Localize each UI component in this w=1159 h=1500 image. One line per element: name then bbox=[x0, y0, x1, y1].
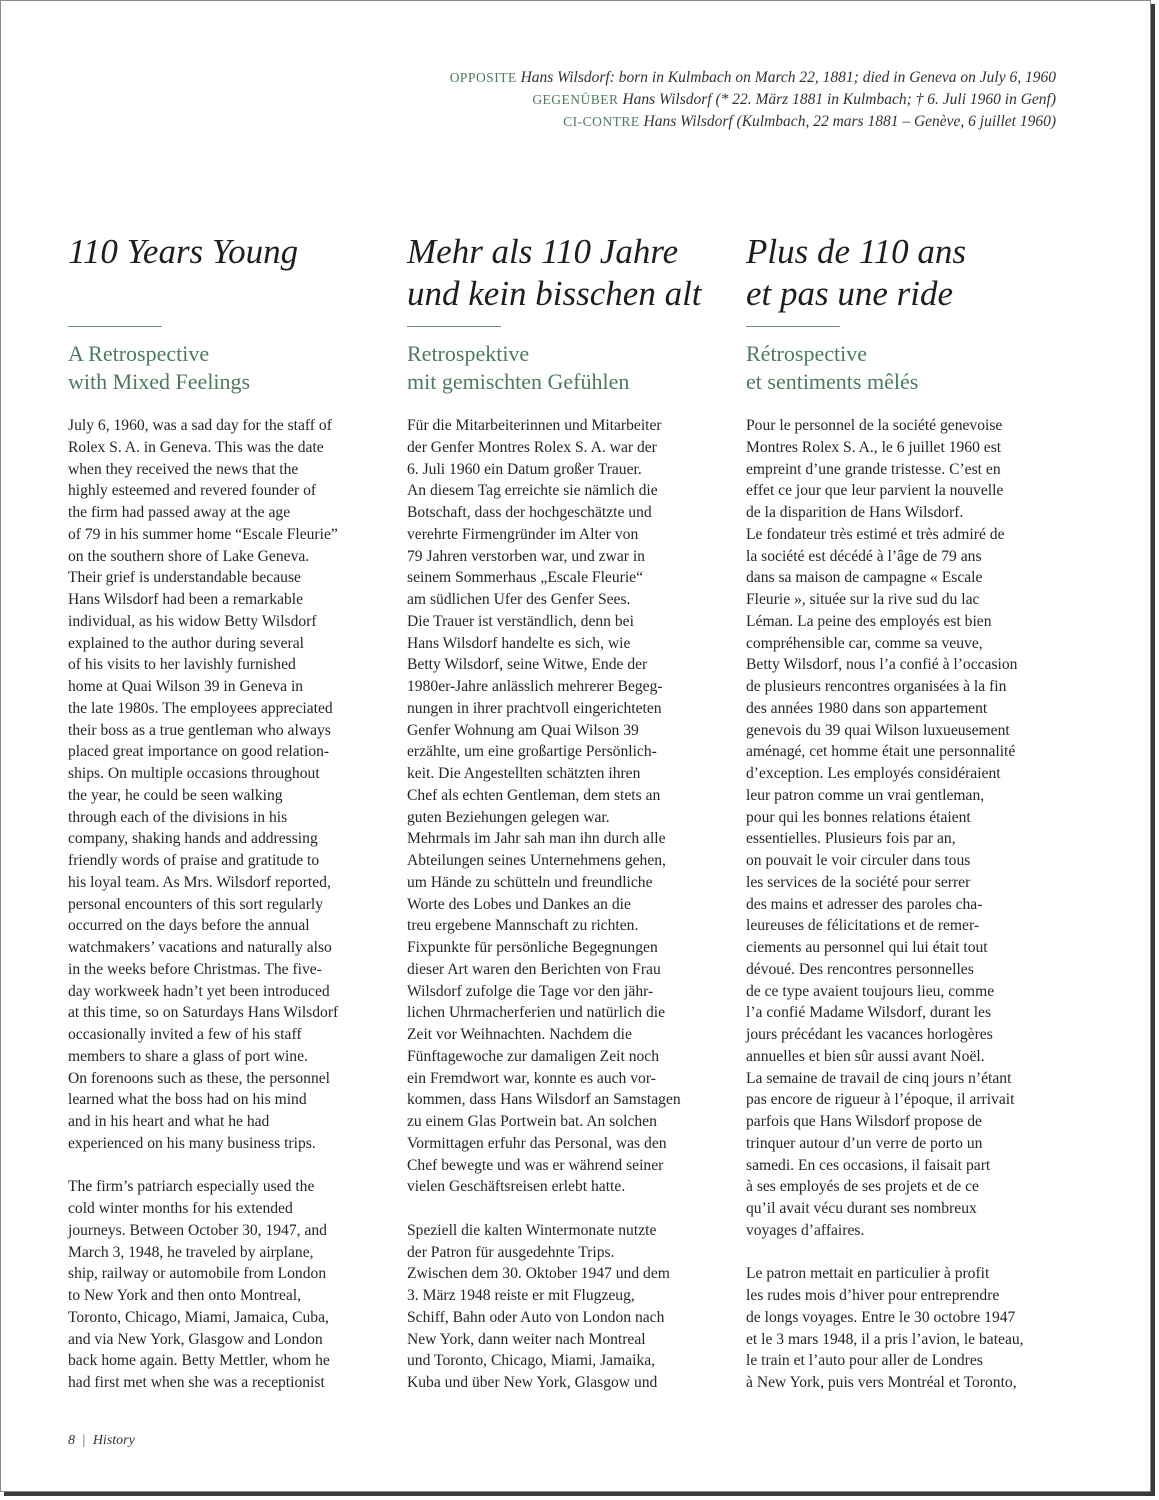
column-french bbox=[746, 231, 1056, 1394]
caption-label: OPPOSITE bbox=[449, 70, 517, 85]
caption-text: Hans Wilsdorf: born in Kulmbach on March 22, 1881; died in Geneva on July 6, 1960 bbox=[520, 69, 1056, 86]
footer-separator: | bbox=[82, 1433, 86, 1448]
paragraph: The firm’s patriarch especially used the cold winter months for his extended journeys. Between October 30, 1947, and March 3, 1948, he traveled by airplane, ship, railway or automobile from London to New York and then onto Montreal, Toronto, Chicago, Miami, Jamaica, Cuba, and via New York, Glasgow and London back home again. Betty Mettler, whom he had first met when she was a receptionist bbox=[68, 1178, 330, 1391]
paragraph: July 6, 1960, was a sad day for the staff of Rolex S. A. in Geneva. This was the date when they received the news that the highly esteemed and revered founder of the firm had passed away at the age of 79 in his summer home “Escale Fleurie” on the southern shore of Lake Geneva. Their grief is understandable because Hans Wilsdorf had been a remarkable individual, as his widow Betty Wilsdorf explained to the author during several of his visits to her lavishly furnished home at Quai Wilson 39 in Geneva in the late 1980s. The employees appreciated their boss as a true gentleman who always placed great importance on good relation- ships. On multiple occasions throughout the year, he could be seen walking through each of the divisions in his company, shaking hands and addressing friendly words of praise and gratitude to his loyal team. As Mrs. Wilsdorf reported, personal encounters of this sort regularly occurred on the days before the annual watchmakers’ vacations and naturally also in the weeks before Christmas. The five- day workweek hadn’t yet been introduced at this time, so on Saturdays Hans Wilsdorf occasionally invited a few of his staff members to share a glass of port wine. On forenoons such as these, the personnel learned what the boss had on his mind and in his heart and what he had experienced on his many business trips. bbox=[68, 417, 339, 1152]
column-body bbox=[746, 415, 1056, 1394]
column-body bbox=[68, 415, 378, 1394]
section-name: History bbox=[92, 1433, 135, 1448]
paragraph: Pour le personnel de la société genevoise Montres Rolex S. A., le 6 juillet 1960 est empreint d’une grande tristesse. C’est en effet ce jour que leur parvient la nouvelle de la disparition de Hans Wilsdorf. Le fondateur très estimé et très admiré de la société est décédé à l’âge de 79 ans dans sa maison de campagne « Escale Fleurie », située sur la rive sud du lac Léman. La peine des employés est bien compréhensible car, comme sa veuve, Betty Wilsdorf, nous l’a confié à l’occasion de plusieurs rencontres organisées à la fin des années 1980 dans son appartement genevois du 39 quai Wilson luxueusement aménagé, cet homme était une personnalité d’exception. Les employés considéraient leur patron comme un vrai gentleman, pour qui les bonnes relations étaient essentielles. Plusieurs fois par an, on pouvait le voir circuler dans tous les services de la société pour serrer des mains et adresser des paroles cha- leureuses de félicitations et de remer- ciements au personnel qui lui était tout dévoué. Des rencontres personnelles de ce type avaient toujours lieu, comme l’a confié Madame Wilsdorf, durant les jours précédant les vacances horlogères annuelles et bien sûr aussi avant Noël. La semaine de travail de cinq jours n’étant pas encore de rigueur à l’époque, il arrivait parfois que Hans Wilsdorf propose de trinquer autour d’un verre de porto un samedi. En ces occasions, il faisait part à ses employés de ses projets et de ce qu’il avait vécu durant ses nombreux voyages d’affaires. bbox=[746, 417, 1018, 1239]
caption-text: Hans Wilsdorf (Kulmbach, 22 mars 1881 – Genève, 6 juillet 1960) bbox=[643, 113, 1056, 130]
column-german bbox=[407, 231, 717, 1394]
page-footer bbox=[68, 1433, 135, 1449]
photo-captions bbox=[450, 67, 1056, 133]
divider-rule bbox=[746, 326, 840, 327]
caption-text: Hans Wilsdorf (* 22. März 1881 in Kulmbach; † 6. Juli 1960 in Genf) bbox=[622, 91, 1056, 108]
column-subtitle: A Retrospective with Mixed Feelings bbox=[68, 341, 251, 394]
column-title: Plus de 110 ans et pas une ride bbox=[746, 232, 967, 313]
column-title: 110 Years Young bbox=[68, 232, 299, 271]
caption-french bbox=[450, 111, 1056, 133]
paragraph: Speziell die kalten Wintermonate nutzte der Patron für ausgedehnte Trips. Zwischen dem 30. Oktober 1947 und dem 3. März 1948 reiste er mit Flugzeug, Schiff, Bahn oder Auto von London nach New York, dann weiter nach Montreal und Toronto, Chicago, Miami, Jamaika, Kuba und über New York, Glasgow und bbox=[407, 1221, 670, 1391]
caption-german bbox=[450, 89, 1056, 111]
page-number: 8 bbox=[68, 1433, 75, 1448]
caption-english bbox=[450, 67, 1056, 89]
divider-rule bbox=[68, 326, 162, 327]
column-title: Mehr als 110 Jahre und kein bisschen alt bbox=[407, 232, 702, 313]
divider-rule bbox=[407, 326, 501, 327]
paragraph: Für die Mitarbeiterinnen und Mitarbeiter der Genfer Montres Rolex S. A. war der 6. Juli 1960 ein Datum großer Trauer. An diesem Tag erreichte sie nämlich die Botschaft, dass der hochgeschätzte und verehrte Firmengründer im Alter von 79 Jahren verstorben war, und zwar in seinem Sommerhaus „Escale Fleurie“ am südlichen Ufer des Genfer Sees. Die Trauer ist verständlich, denn bei Hans Wilsdorf handelte es sich, wie Betty Wilsdorf, seine Witwe, Ende der 1980er-Jahre anlässlich mehrerer Begeg- nungen in ihrer prachtvoll eingerichteten Genfer Wohnung am Quai Wilson 39 erzählte, um eine großartige Persönlich- keit. Die Angestellten schätzten ihren Chef als echten Gentleman, dem stets an guten Beziehungen gelegen war. Mehrmals im Jahr sah man ihn durch alle Abteilungen seines Unternehmens gehen, um Hände zu schütteln und freundliche Worte des Lobes und Dankes an die treu ergebene Mannschaft zu richten. Fixpunkte für persönliche Begegnungen dieser Art waren den Berichten von Frau Wilsdorf zufolge die Tage vor den jähr- lichen Uhrmacherferien und natürlich die Zeit vor Weihnachten. Nachdem die Fünftagewoche zur damaligen Zeit noch ein Fremdwort war, konnte es auch vor- kommen, dass Hans Wilsdorf an Samstagen zu einem Glas Portwein bat. An solchen Vormittagen erfuhr das Personal, was den Chef bewegte und was er während seiner vielen Geschäftsreisen erlebt hatte. bbox=[407, 417, 681, 1196]
caption-label: CI-CONTRE bbox=[563, 114, 640, 129]
column-subtitle: Retrospektive mit gemischten Gefühlen bbox=[407, 341, 630, 394]
column-english bbox=[68, 231, 378, 1394]
column-subtitle: Rétrospective et sentiments mêlés bbox=[746, 341, 919, 394]
caption-label: GEGENÜBER bbox=[532, 92, 619, 107]
paragraph: Le patron mettait en particulier à profit les rudes mois d’hiver pour entreprendre de longs voyages. Entre le 30 octobre 1947 et le 3 mars 1948, il a pris l’avion, le bateau, le train et l’auto pour aller de Londres à New York, puis vers Montréal et Toronto, bbox=[746, 1265, 1024, 1391]
column-body bbox=[407, 415, 717, 1394]
